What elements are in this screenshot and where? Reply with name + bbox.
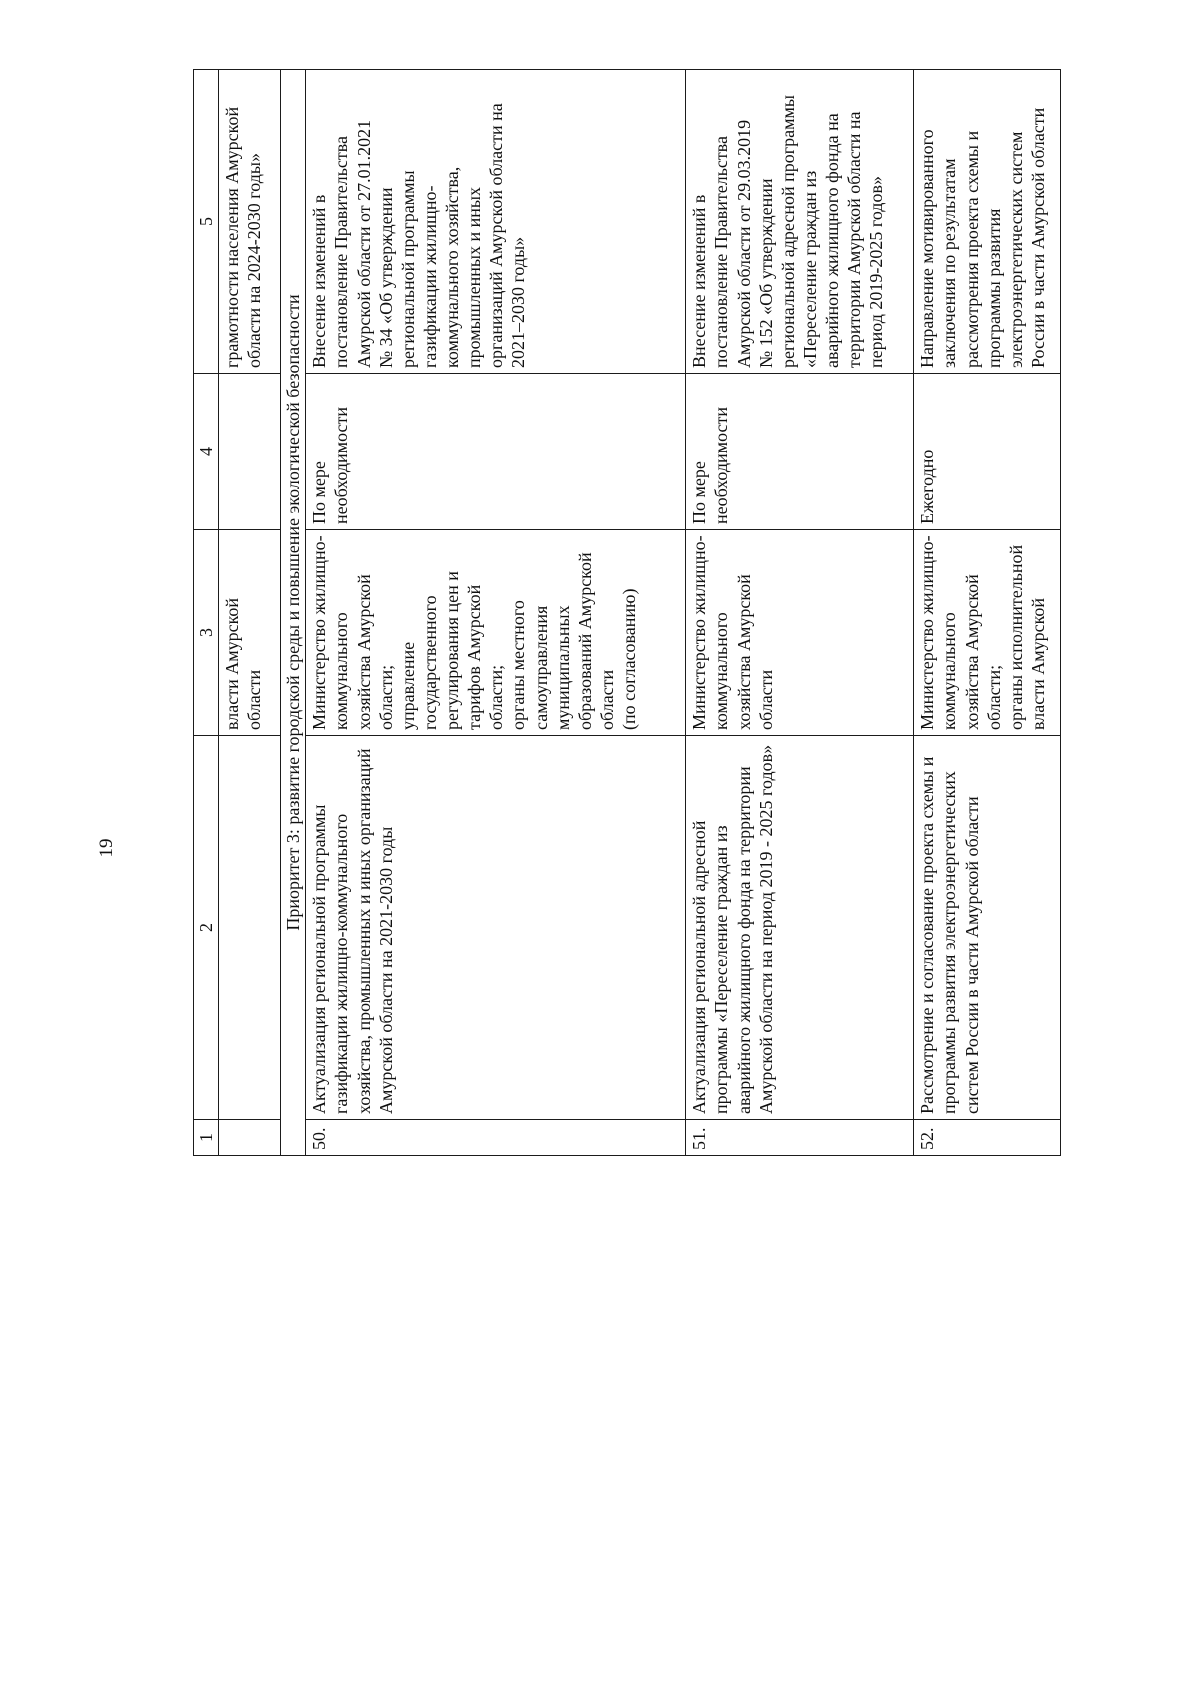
row-number: 52. — [914, 1120, 1061, 1156]
header-col-3: 3 — [194, 530, 219, 736]
rotated-table-container — [193, 70, 1145, 1156]
table-row — [686, 70, 914, 1156]
continuation-row — [219, 70, 281, 1156]
row-executor: Министерство жилищно- коммунального хозяйства Амурской области; органы исполнительной власти Амурской — [914, 530, 1061, 736]
row-number: 51. — [686, 1120, 914, 1156]
page-number: 19 — [96, 838, 117, 858]
row-executor: Министерство жилищно- коммунального хозяйства Амурской области — [686, 530, 914, 736]
section-title: Приоритет 3: развитие городской среды и повышение экологической безопасности — [281, 70, 306, 1156]
header-col-1: 1 — [194, 1120, 219, 1156]
row-result: Внесение изменений в постановление Правительства Амурской области от 29.03.2019 № 152 «Об утверждении региональной адресной программы «Переселение граждан из аварийного жилищного фонда на территории Амурской области на период 2019-2025 годов» — [686, 70, 914, 374]
row-event: Актуализация региональной адресной программы «Переселение граждан из аварийного жилищного фонда на территории Амурской области на период 2019 - 2025 годов» — [686, 736, 914, 1120]
measures-table — [193, 69, 1061, 1156]
row-executor: Министерство жилищно- коммунального хозяйства Амурской области; управление государственного регулирования цен и тарифов Амурской области; органы местного самоуправления муниципальных образований Амурской области (по согласованию) — [306, 530, 686, 736]
row-result: Внесение изменений в постановление Правительства Амурской области от 27.01.2021 № 34 «Об утверждении региональной программы газификации жилищно- коммунального хозяйства, промышленных и иных организаций Амурской области на 2021–2030 годы» — [306, 70, 686, 374]
row-number: 50. — [306, 1120, 686, 1156]
continuation-num — [219, 1120, 281, 1156]
row-deadline: По мере необходимости — [306, 374, 686, 530]
header-col-4: 4 — [194, 374, 219, 530]
header-row — [194, 70, 219, 1156]
continuation-executor: власти Амурской области — [219, 530, 281, 736]
row-deadline: По мере необходимости — [686, 374, 914, 530]
row-event: Рассмотрение и согласование проекта схемы и программы развития электроэнергетических систем России в части Амурской области — [914, 736, 1061, 1120]
table-row — [914, 70, 1061, 1156]
continuation-deadline — [219, 374, 281, 530]
header-col-2: 2 — [194, 736, 219, 1120]
row-result: Направление мотивированного заключения по результатам рассмотрения проекта схемы и программы развития электроэнергетических систем России в части Амурской области — [914, 70, 1061, 374]
continuation-result: грамотности населения Амурской области на 2024-2030 годы» — [219, 70, 281, 374]
header-col-5: 5 — [194, 70, 219, 374]
continuation-event — [219, 736, 281, 1120]
table-row — [306, 70, 686, 1156]
row-event: Актуализация региональной программы газификации жилищно-коммунального хозяйства, промышленных и иных организаций Амурской области на 2021-2030 годы — [306, 736, 686, 1120]
row-deadline: Ежегодно — [914, 374, 1061, 530]
section-row — [281, 70, 306, 1156]
